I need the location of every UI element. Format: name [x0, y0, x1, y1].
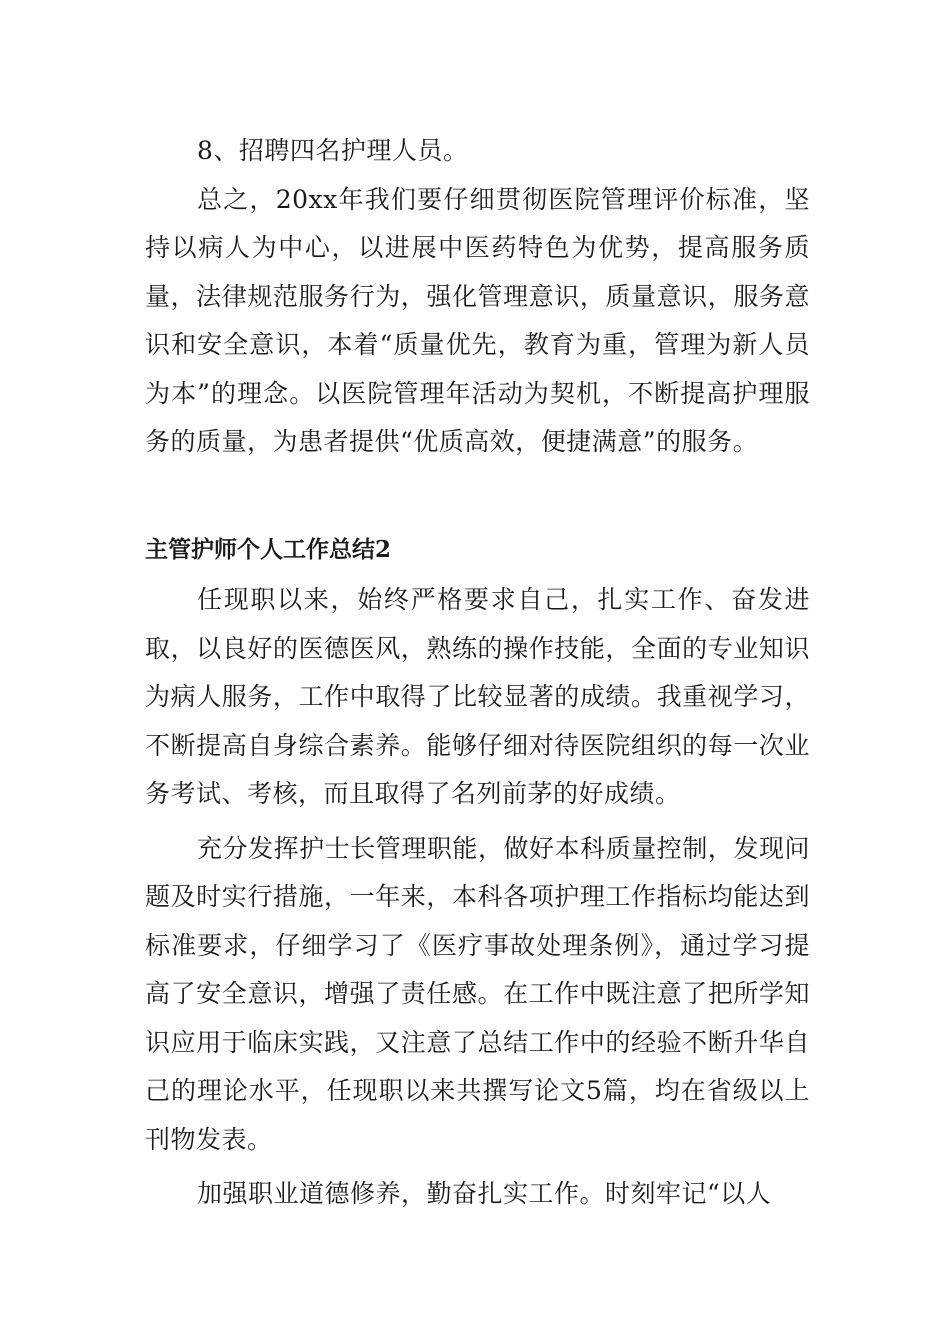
summary-paragraph: 总之，20xx年我们要仔细贯彻医院管理评价标准，坚持以病人为中心，以进展中医药特色为优势，提高服务质量，法律规范服务行为，强化管理意识，质量意识，服务意识和安全意识，本着“质量优先，教育为重，管理为新人员为本”的理念。以医院管理年活动为契机，不断提高护理服务的质量，为患者提供“优质高效，便捷满意”的服务。 — [145, 184, 810, 456]
paragraph: 充分发挥护士长管理职能，做好本科质量控制，发现问题及时实行措施，一年来，本科各项护理工作指标均能达到标准要求，仔细学习了《医疗事故处理条例》，通过学习提高了安全意识，增强了责任感。在工作中既注意了把所学知识应用于临床实践，又注意了总结工作中的经验不断升华自己的理论水平，任现职以来共撰写论文5篇，均在省级以上刊物发表。 — [145, 833, 810, 1154]
document-body — [145, 127, 810, 467]
list-item-8: 8、招聘四名护理人员。 — [197, 136, 469, 165]
section-body — [145, 576, 810, 1219]
section-title: 主管护师个人工作总结2 — [145, 536, 392, 563]
paragraph: 加强职业道德修养，勤奋扎实工作。时刻牢记“以人 — [197, 1179, 772, 1208]
section-heading-block — [145, 530, 810, 570]
paragraph: 任现职以来，始终严格要求自己，扎实工作、奋发进取，以良好的医德医风，熟练的操作技能，全面的专业知识为病人服务，工作中取得了比较显著的成绩。我重视学习，不断提高自身综合素养。能够仔细对待医院组织的每一次业务考试、考核，而且取得了名列前茅的好成绩。 — [145, 585, 810, 808]
